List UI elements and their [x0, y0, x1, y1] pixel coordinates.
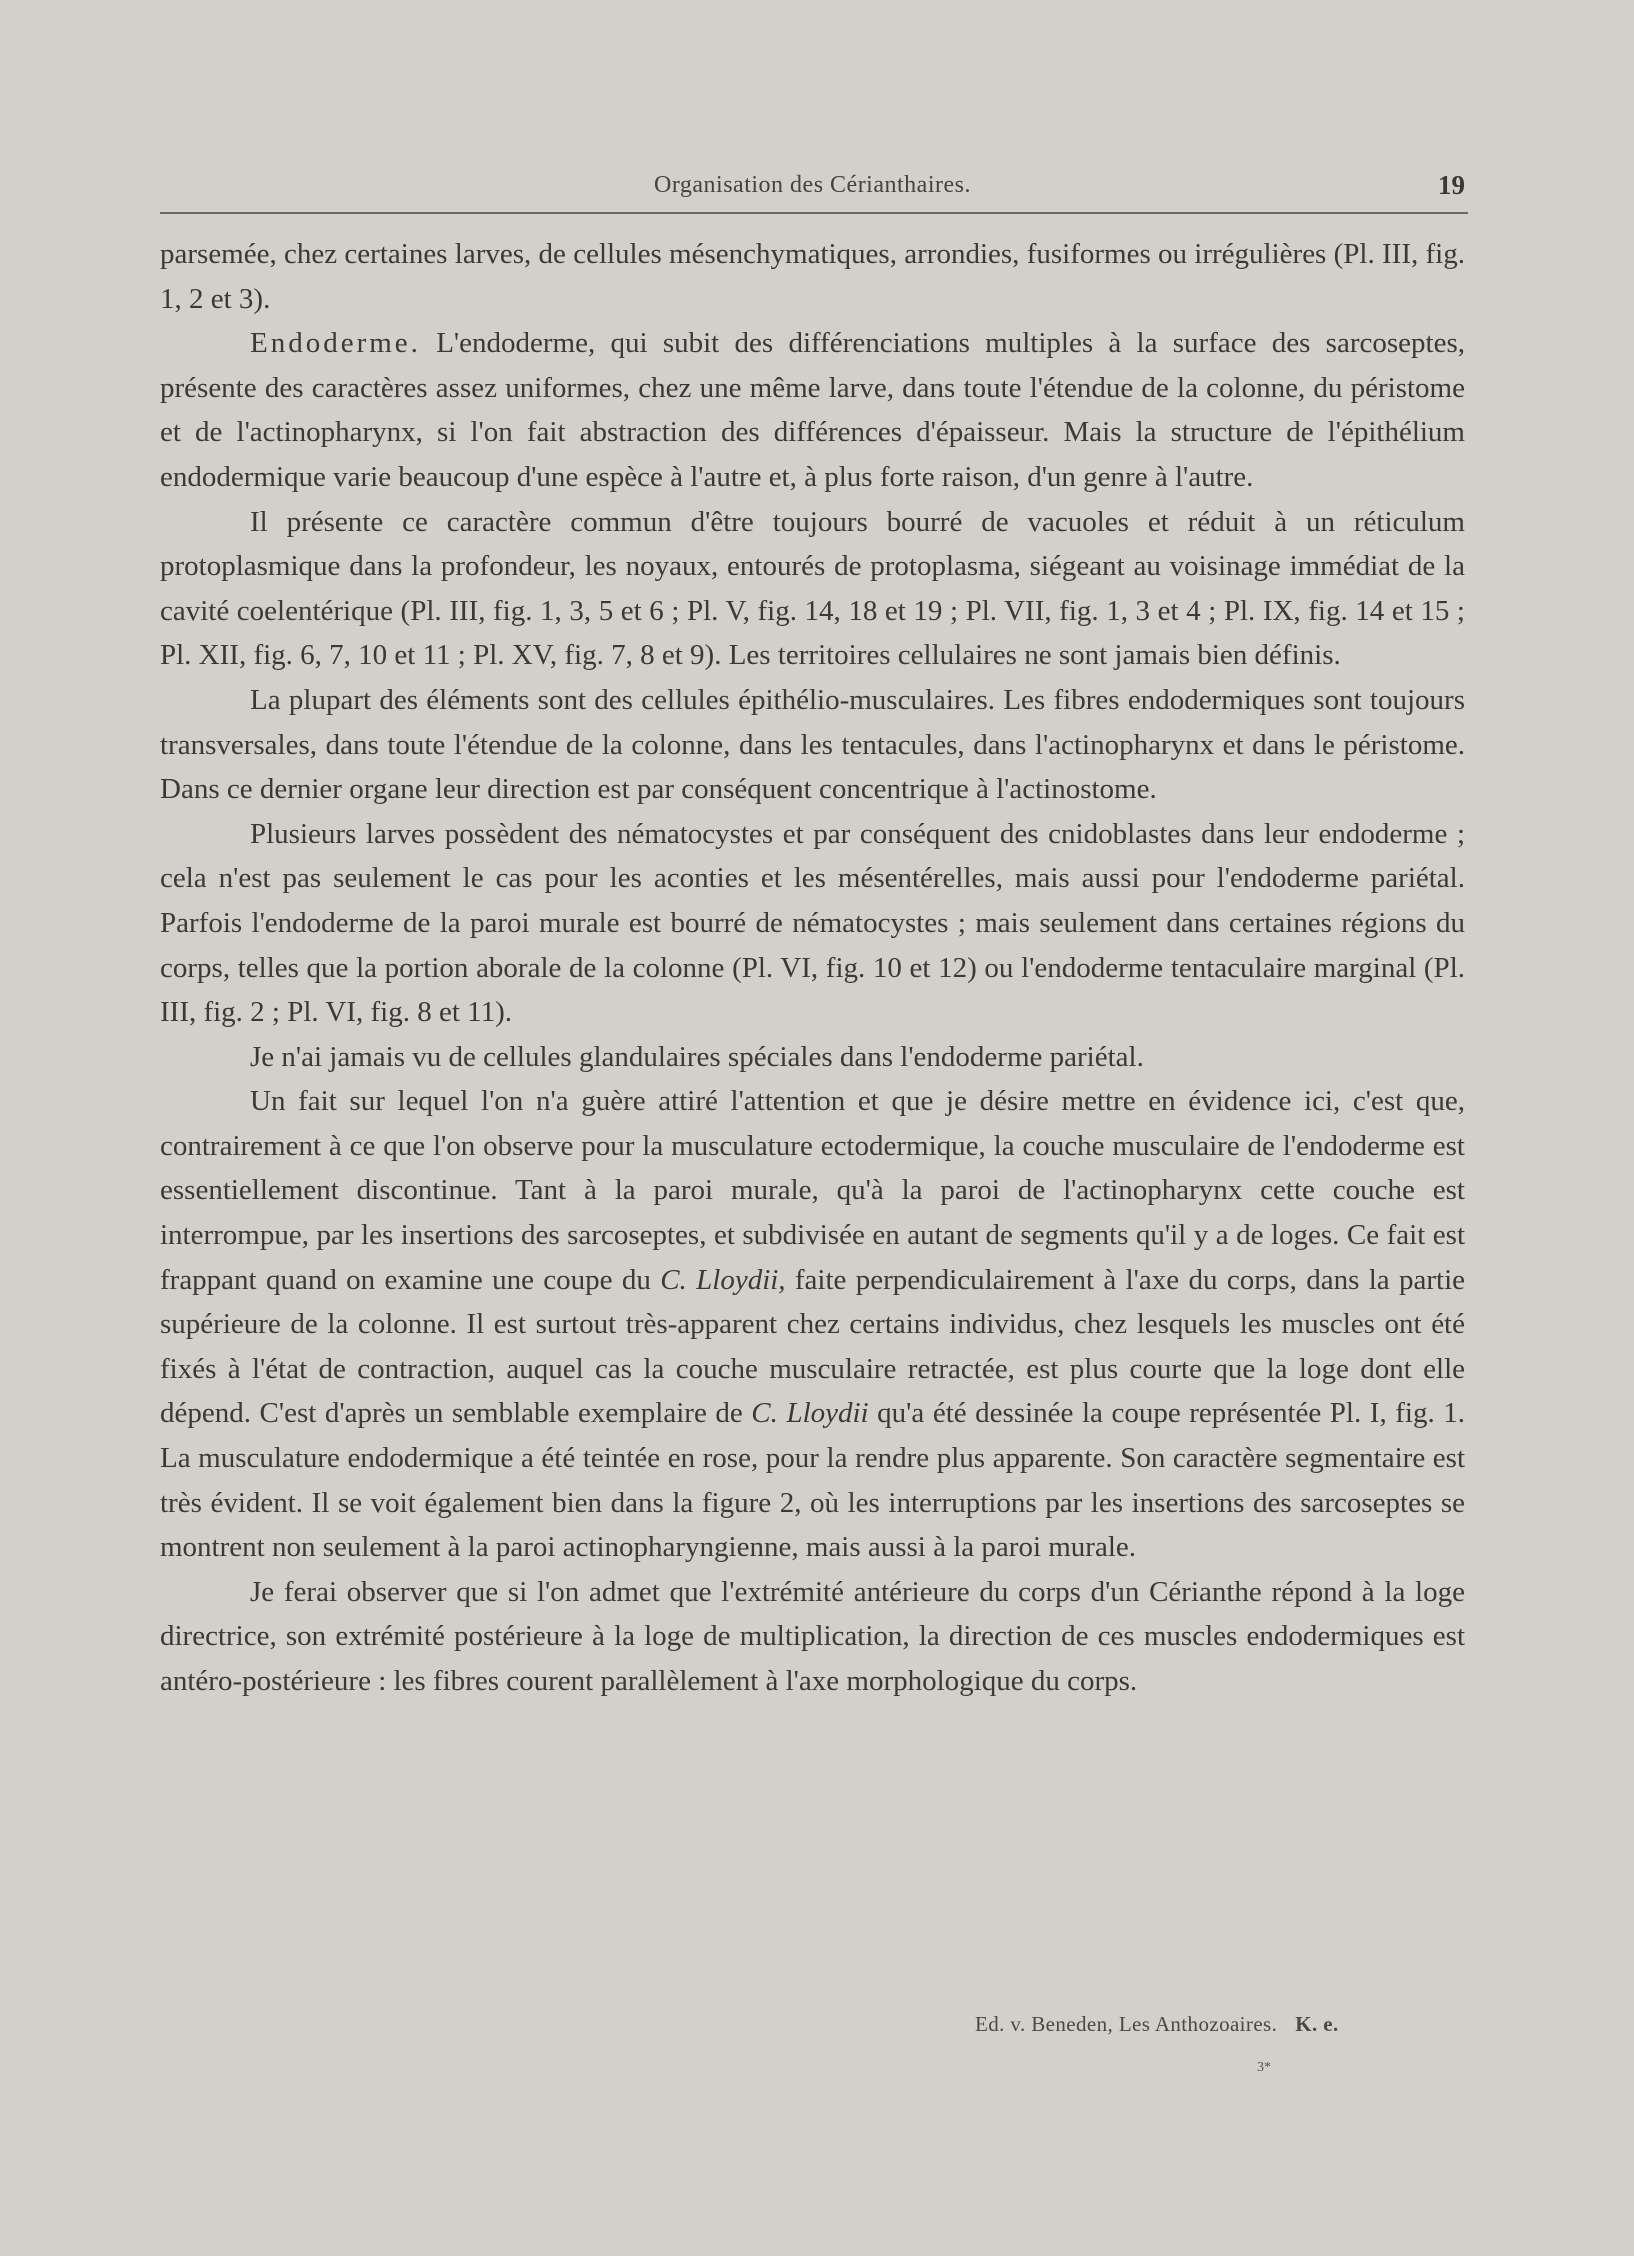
paragraph-7-part-c: qu'a été dessinée la coupe représentée Pl. I, fig. 1. La musculature endodermique a été teintée en rose, pour la rendre plus apparente. Son caractère segmentaire est très évident. Il se voit également bien dans la figure 2, où les interruptions par les insertions des sarcoseptes se montrent non seulement à la paroi actinopharyngienne, mais aussi à la paroi murale.	[160, 1397, 1466, 1564]
header-rule	[160, 212, 1468, 214]
paragraph-3: Il présente ce caractère commun d'être toujours bourré de vacuoles et réduit à un réticulum protoplasmique dans la profondeur, les noyaux, entourés de protoplasma, siégeant au voisinage immédiat de la cavité coelentérique (Pl. III, fig. 1, 3, 5 et 6 ; Pl. V, fig. 14, 18 et 19 ; Pl. VII, fig. 1, 3 et 4 ; Pl. IX, fig. 14 et 15 ; Pl. XII, fig. 6, 7, 10 et 11 ; Pl. XV, fig. 7, 8 et 9). Les territoires cellulaires ne sont jamais bien définis.	[160, 505, 1465, 672]
section-heading-endoderme: Endoderme.	[250, 327, 421, 360]
paragraph-7	[160, 1079, 1465, 1570]
paragraph-endoderme-text: L'endoderme, qui subit des différenciations multiples à la surface des sarcoseptes, présente des caractères assez uniformes, chez une même larve, dans toute l'étendue de la colonne, du péristome et de l'actinopharynx, si l'on fait abstraction des différences d'épaisseur. Mais la structure de l'épithélium endodermique varie beaucoup d'une espèce à l'autre et, à plus forte raison, d'un genre à l'autre.	[160, 327, 1465, 493]
species-name: C. Lloydii	[751, 1397, 869, 1430]
paragraph-7-part-a: Un fait sur lequel l'on n'a guère attiré l'attention et que je désire mettre en évidence ici, c'est que, contrairement à ce que l'on observe pour la musculature ectodermique, la couche musculaire de l'endoderme est essentiellement discontinue. Tant à la paroi murale, qu'à la paroi de l'actinopharynx cette couche est interrompue, par les insertions des sarcoseptes, et subdivisée en autant de segments qu'il y a de loges. Ce fait est frappant quand on examine une coupe du	[160, 1085, 1465, 1296]
page-header	[160, 172, 1465, 212]
page-number: 19	[1438, 170, 1465, 200]
running-title: Organisation des Cérianthaires.	[654, 172, 971, 198]
paragraph-1: parsemée, chez certaines larves, de cellules mésenchymatiques, arrondies, fusiformes ou irrégulières (Pl. III, fig. 1, 2 et 3).	[160, 238, 1465, 315]
sheet-number: 3*	[1257, 2060, 1271, 2075]
signature-text: Ed. v. Beneden, Les Anthozoaires.	[975, 2012, 1278, 2036]
paragraph-7-part-b: faite perpendiculairement à l'axe du corps, dans la partie supérieure de la colonne. Il est surtout très-apparent chez certains individus, chez lesquels les muscles ont été fixés à l'état de contraction, auquel cas la couche musculaire retractée, est plus courte que la loge dont elle dépend. C'est d'après un semblable exemplaire de	[160, 1263, 1466, 1430]
paragraph-endoderme	[160, 321, 1465, 499]
species-name: C. Lloydii,	[660, 1263, 786, 1296]
paragraph-5: Plusieurs larves possèdent des nématocystes et par conséquent des cnidoblastes dans leur endoderme ; cela n'est pas seulement le cas pour les aconties et les mésentérelles, mais aussi pour l'endoderme pariétal. Parfois l'endoderme de la paroi murale est bourré de nématocystes ; mais seulement dans certaines régions du corps, telles que la portion aborale de la colonne (Pl. VI, fig. 10 et 12) ou l'endoderme tentaculaire marginal (Pl. III, fig. 2 ; Pl. VI, fig. 8 et 11).	[160, 817, 1465, 1029]
footer-signature	[975, 2012, 1339, 2037]
paragraph-4: La plupart des éléments sont des cellules épithélio-musculaires. Les fibres endodermiques sont toujours transversales, dans toute l'étendue de la colonne, dans les tentacules, dans l'actinopharynx et dans le péristome. Dans ce dernier organe leur direction est par conséquent concentrique à l'actinostome.	[160, 683, 1465, 806]
paragraph-8: Je ferai observer que si l'on admet que l'extrémité antérieure du corps d'un Cérianthe répond à la loge directrice, son extrémité postérieure à la loge de multiplication, la direction de ces muscles endodermiques est antéro-postérieure : les fibres courent parallèlement à l'axe morphologique du corps.	[160, 1575, 1465, 1697]
paragraph-6: Je n'ai jamais vu de cellules glandulaires spéciales dans l'endoderme pariétal.	[250, 1040, 1144, 1073]
body-text	[160, 232, 1465, 1704]
signature-mark: K. e.	[1295, 2012, 1339, 2036]
